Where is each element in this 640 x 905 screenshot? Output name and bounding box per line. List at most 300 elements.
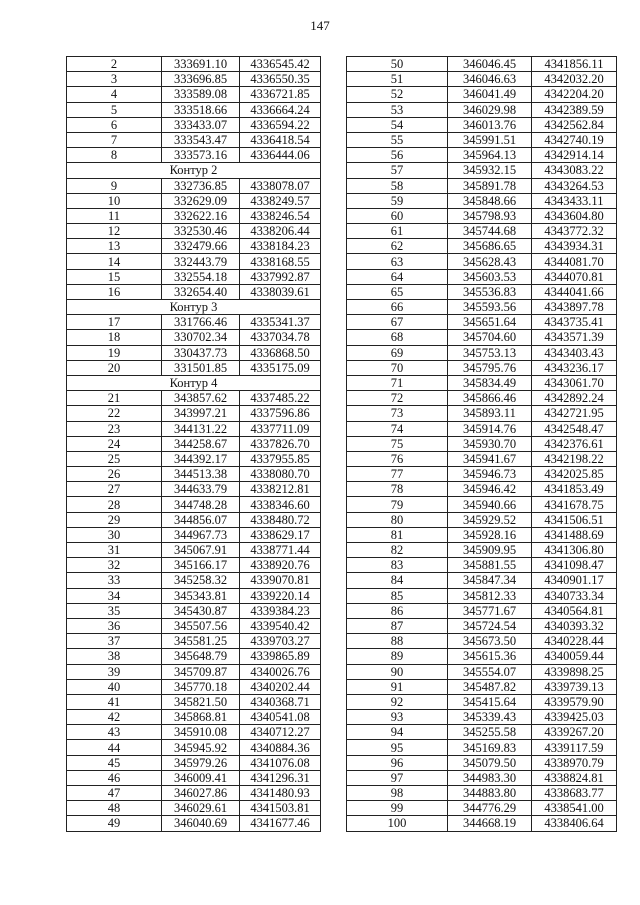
coordinate-x: 345166.17 [162, 558, 240, 573]
coordinate-y: 4343735.41 [532, 315, 617, 330]
point-number: 76 [347, 451, 448, 466]
table-row [347, 770, 617, 785]
point-number: 21 [67, 391, 162, 406]
coordinate-y: 4343236.17 [532, 360, 617, 375]
coordinate-y: 4338970.79 [532, 755, 617, 770]
coordinate-y: 4343264.53 [532, 178, 617, 193]
point-number: 2 [67, 57, 162, 72]
point-number: 96 [347, 755, 448, 770]
point-number: 70 [347, 360, 448, 375]
coordinate-y: 4336594.22 [240, 117, 321, 132]
point-number: 11 [67, 208, 162, 223]
point-number: 59 [347, 193, 448, 208]
contour-label: Контур 4 [67, 375, 321, 390]
coordinate-x: 345603.53 [448, 269, 532, 284]
coordinate-x: 345744.68 [448, 224, 532, 239]
coordinate-y: 4339220.14 [240, 588, 321, 603]
point-number: 7 [67, 132, 162, 147]
table-row [347, 72, 617, 87]
coordinate-x: 345866.46 [448, 391, 532, 406]
coordinate-x: 345343.81 [162, 588, 240, 603]
point-number: 32 [67, 558, 162, 573]
coordinate-y: 4342740.19 [532, 132, 617, 147]
table-row [347, 512, 617, 527]
coordinate-y: 4335341.37 [240, 315, 321, 330]
point-number: 8 [67, 148, 162, 163]
coordinate-y: 4336418.54 [240, 132, 321, 147]
coordinate-x: 345593.56 [448, 300, 532, 315]
point-number: 72 [347, 391, 448, 406]
table-row [67, 315, 321, 330]
point-number: 38 [67, 649, 162, 664]
table-row [67, 102, 321, 117]
coordinate-y: 4341076.08 [240, 755, 321, 770]
coordinate-y: 4340884.36 [240, 740, 321, 755]
coordinate-x: 345255.58 [448, 725, 532, 740]
coordinate-x: 346040.69 [162, 816, 240, 831]
point-number: 90 [347, 664, 448, 679]
coordinate-y: 4335175.09 [240, 360, 321, 375]
coordinate-x: 345709.87 [162, 664, 240, 679]
table-row [67, 816, 321, 831]
coordinate-y: 4341503.81 [240, 801, 321, 816]
coordinate-x: 333543.47 [162, 132, 240, 147]
coordinate-y: 4340712.27 [240, 725, 321, 740]
point-number: 5 [67, 102, 162, 117]
coordinate-x: 332629.09 [162, 193, 240, 208]
contour-label: Контур 3 [67, 300, 321, 315]
table-row [67, 269, 321, 284]
point-number: 87 [347, 618, 448, 633]
coordinate-y: 4337596.86 [240, 406, 321, 421]
point-number: 30 [67, 527, 162, 542]
coordinate-x: 345891.78 [448, 178, 532, 193]
coordinate-y: 4339739.13 [532, 679, 617, 694]
point-number: 31 [67, 543, 162, 558]
table-row [67, 239, 321, 254]
point-number: 56 [347, 148, 448, 163]
coordinate-y: 4336721.85 [240, 87, 321, 102]
coordinate-y: 4336545.42 [240, 57, 321, 72]
table-row [347, 649, 617, 664]
table-row [347, 694, 617, 709]
coordinate-y: 4340228.44 [532, 634, 617, 649]
coordinate-x: 346009.41 [162, 770, 240, 785]
coordinate-x: 343857.62 [162, 391, 240, 406]
coordinate-x: 345415.64 [448, 694, 532, 709]
coordinate-y: 4339579.90 [532, 694, 617, 709]
coordinate-x: 344883.80 [448, 786, 532, 801]
coordinate-y: 4338078.07 [240, 178, 321, 193]
point-number: 74 [347, 421, 448, 436]
table-row [67, 664, 321, 679]
coordinate-x: 345430.87 [162, 603, 240, 618]
table-row [347, 725, 617, 740]
coordinate-x: 345798.93 [448, 208, 532, 223]
coordinate-x: 330437.73 [162, 345, 240, 360]
table-row [67, 284, 321, 299]
table-row [67, 588, 321, 603]
table-row [347, 345, 617, 360]
coordinate-y: 4340059.44 [532, 649, 617, 664]
coordinate-y: 4339703.27 [240, 634, 321, 649]
point-number: 45 [67, 755, 162, 770]
table-row [67, 543, 321, 558]
coordinate-x: 345628.43 [448, 254, 532, 269]
coordinate-x: 344776.29 [448, 801, 532, 816]
coordinate-y: 4344081.70 [532, 254, 617, 269]
coordinate-x: 333589.08 [162, 87, 240, 102]
point-number: 85 [347, 588, 448, 603]
coordinate-x: 345881.55 [448, 558, 532, 573]
coordinate-y: 4339898.25 [532, 664, 617, 679]
table-row [347, 300, 617, 315]
coordinate-y: 4337992.87 [240, 269, 321, 284]
coordinate-x: 345910.08 [162, 725, 240, 740]
point-number: 16 [67, 284, 162, 299]
coordinate-x: 345067.91 [162, 543, 240, 558]
coordinate-y: 4342548.47 [532, 421, 617, 436]
coordinate-y: 4339117.59 [532, 740, 617, 755]
coordinate-x: 345651.64 [448, 315, 532, 330]
table-row [67, 573, 321, 588]
right-table-body [347, 57, 617, 832]
coordinate-x: 345928.16 [448, 527, 532, 542]
coordinate-y: 4343604.80 [532, 208, 617, 223]
point-number: 22 [67, 406, 162, 421]
coordinate-x: 344633.79 [162, 482, 240, 497]
point-number: 57 [347, 163, 448, 178]
coordinate-x: 346046.45 [448, 57, 532, 72]
coordinate-y: 4338206.44 [240, 224, 321, 239]
coordinate-y: 4344070.81 [532, 269, 617, 284]
table-row [347, 315, 617, 330]
coordinate-y: 4337711.09 [240, 421, 321, 436]
table-row [347, 573, 617, 588]
coordinate-x: 332554.18 [162, 269, 240, 284]
point-number: 26 [67, 467, 162, 482]
coordinate-x: 345909.95 [448, 543, 532, 558]
coordinate-y: 4342389.59 [532, 102, 617, 117]
table-row [347, 664, 617, 679]
table-row [67, 451, 321, 466]
coordinate-y: 4342562.84 [532, 117, 617, 132]
coordinate-y: 4342892.24 [532, 391, 617, 406]
point-number: 40 [67, 679, 162, 694]
coordinate-y: 4340733.34 [532, 588, 617, 603]
contour-header-row [67, 375, 321, 390]
coordinate-x: 345964.13 [448, 148, 532, 163]
coordinate-x: 333573.16 [162, 148, 240, 163]
table-row [67, 801, 321, 816]
point-number: 3 [67, 72, 162, 87]
point-number: 10 [67, 193, 162, 208]
coordinate-x: 331501.85 [162, 360, 240, 375]
coordinate-y: 4338246.54 [240, 208, 321, 223]
coordinate-x: 345941.67 [448, 451, 532, 466]
table-row [347, 87, 617, 102]
point-number: 52 [347, 87, 448, 102]
coordinate-x: 344856.07 [162, 512, 240, 527]
point-number: 19 [67, 345, 162, 360]
coordinate-y: 4340901.17 [532, 573, 617, 588]
coordinate-x: 345648.79 [162, 649, 240, 664]
point-number: 78 [347, 482, 448, 497]
table-row [347, 57, 617, 72]
coordinate-x: 332654.40 [162, 284, 240, 299]
coordinate-y: 4338406.64 [532, 816, 617, 831]
coordinates-table-right [346, 56, 617, 832]
coordinate-x: 333518.66 [162, 102, 240, 117]
coordinate-y: 4336550.35 [240, 72, 321, 87]
table-row [67, 117, 321, 132]
point-number: 18 [67, 330, 162, 345]
table-row [347, 588, 617, 603]
coordinate-x: 332479.66 [162, 239, 240, 254]
table-row [67, 132, 321, 147]
coordinate-x: 345615.36 [448, 649, 532, 664]
point-number: 82 [347, 543, 448, 558]
point-number: 99 [347, 801, 448, 816]
table-row [67, 421, 321, 436]
point-number: 9 [67, 178, 162, 193]
coordinate-x: 344131.22 [162, 421, 240, 436]
coordinate-x: 345946.73 [448, 467, 532, 482]
coordinate-x: 346027.86 [162, 786, 240, 801]
left-table-body [67, 57, 321, 832]
point-number: 50 [347, 57, 448, 72]
coordinate-x: 344392.17 [162, 451, 240, 466]
coordinate-x: 346046.63 [448, 72, 532, 87]
coordinate-x: 345834.49 [448, 375, 532, 390]
coordinate-x: 345581.25 [162, 634, 240, 649]
coordinate-x: 333696.85 [162, 72, 240, 87]
point-number: 39 [67, 664, 162, 679]
contour-header-row [67, 300, 321, 315]
coordinate-y: 4338249.57 [240, 193, 321, 208]
table-row [347, 816, 617, 831]
point-number: 24 [67, 436, 162, 451]
coordinate-x: 345554.07 [448, 664, 532, 679]
coordinate-x: 345868.81 [162, 710, 240, 725]
point-number: 34 [67, 588, 162, 603]
coordinate-y: 4337485.22 [240, 391, 321, 406]
table-row [347, 740, 617, 755]
coordinate-y: 4336444.06 [240, 148, 321, 163]
point-number: 33 [67, 573, 162, 588]
coordinate-y: 4343897.78 [532, 300, 617, 315]
point-number: 91 [347, 679, 448, 694]
coordinate-x: 345536.83 [448, 284, 532, 299]
coordinate-y: 4338629.17 [240, 527, 321, 542]
coordinate-y: 4340393.32 [532, 618, 617, 633]
coordinate-x: 345812.33 [448, 588, 532, 603]
table-row [347, 801, 617, 816]
point-number: 42 [67, 710, 162, 725]
coordinate-y: 4342204.20 [532, 87, 617, 102]
coordinate-x: 332443.79 [162, 254, 240, 269]
table-row [347, 193, 617, 208]
table-row [67, 345, 321, 360]
table-row [67, 634, 321, 649]
table-row [347, 421, 617, 436]
coordinate-y: 4339425.03 [532, 710, 617, 725]
coordinate-x: 345770.18 [162, 679, 240, 694]
point-number: 51 [347, 72, 448, 87]
table-row [67, 755, 321, 770]
point-number: 36 [67, 618, 162, 633]
point-number: 12 [67, 224, 162, 239]
table-row [347, 284, 617, 299]
coordinate-y: 4342032.20 [532, 72, 617, 87]
table-row [347, 603, 617, 618]
coordinate-y: 4343083.22 [532, 163, 617, 178]
point-number: 46 [67, 770, 162, 785]
table-row [347, 755, 617, 770]
coordinate-y: 4337955.85 [240, 451, 321, 466]
table-row [67, 482, 321, 497]
coordinate-y: 4338184.23 [240, 239, 321, 254]
coordinate-y: 4343934.31 [532, 239, 617, 254]
table-row [67, 649, 321, 664]
point-number: 44 [67, 740, 162, 755]
coordinate-y: 4341677.46 [240, 816, 321, 831]
table-row [347, 436, 617, 451]
coordinate-y: 4337826.70 [240, 436, 321, 451]
point-number: 71 [347, 375, 448, 390]
coordinate-y: 4337034.78 [240, 330, 321, 345]
coordinate-y: 4342198.22 [532, 451, 617, 466]
table-row [347, 178, 617, 193]
point-number: 41 [67, 694, 162, 709]
table-row [347, 224, 617, 239]
table-row [67, 770, 321, 785]
coordinate-y: 4343433.11 [532, 193, 617, 208]
point-number: 6 [67, 117, 162, 132]
coordinate-x: 345753.13 [448, 345, 532, 360]
point-number: 4 [67, 87, 162, 102]
point-number: 54 [347, 117, 448, 132]
point-number: 86 [347, 603, 448, 618]
coordinate-y: 4336868.50 [240, 345, 321, 360]
table-row [67, 87, 321, 102]
table-row [67, 786, 321, 801]
coordinate-y: 4341856.11 [532, 57, 617, 72]
table-row [67, 740, 321, 755]
point-number: 94 [347, 725, 448, 740]
coordinate-x: 345704.60 [448, 330, 532, 345]
coordinate-y: 4341853.49 [532, 482, 617, 497]
coordinate-x: 345893.11 [448, 406, 532, 421]
coordinate-x: 345991.51 [448, 132, 532, 147]
table-row [347, 634, 617, 649]
table-row [347, 102, 617, 117]
point-number: 95 [347, 740, 448, 755]
point-number: 15 [67, 269, 162, 284]
coordinate-y: 4341678.75 [532, 497, 617, 512]
table-row [347, 618, 617, 633]
point-number: 28 [67, 497, 162, 512]
coordinate-y: 4342914.14 [532, 148, 617, 163]
table-row [67, 178, 321, 193]
point-number: 92 [347, 694, 448, 709]
point-number: 69 [347, 345, 448, 360]
table-row [67, 497, 321, 512]
coordinate-x: 345821.50 [162, 694, 240, 709]
point-number: 67 [347, 315, 448, 330]
point-number: 66 [347, 300, 448, 315]
coordinate-y: 4341098.47 [532, 558, 617, 573]
coordinate-x: 332530.46 [162, 224, 240, 239]
coordinate-x: 345487.82 [448, 679, 532, 694]
coordinate-y: 4338541.00 [532, 801, 617, 816]
coordinate-y: 4338168.55 [240, 254, 321, 269]
coordinate-y: 4343772.32 [532, 224, 617, 239]
coordinate-y: 4341488.69 [532, 527, 617, 542]
table-row [347, 375, 617, 390]
coordinate-x: 345686.65 [448, 239, 532, 254]
point-number: 93 [347, 710, 448, 725]
coordinate-x: 330702.34 [162, 330, 240, 345]
coordinate-x: 333433.07 [162, 117, 240, 132]
coordinate-y: 4339070.81 [240, 573, 321, 588]
point-number: 61 [347, 224, 448, 239]
table-row [347, 679, 617, 694]
coordinate-x: 332622.16 [162, 208, 240, 223]
point-number: 27 [67, 482, 162, 497]
point-number: 48 [67, 801, 162, 816]
point-number: 20 [67, 360, 162, 375]
table-row [67, 57, 321, 72]
coordinate-x: 331766.46 [162, 315, 240, 330]
table-row [347, 391, 617, 406]
coordinate-x: 345771.67 [448, 603, 532, 618]
point-number: 25 [67, 451, 162, 466]
coordinate-y: 4338920.76 [240, 558, 321, 573]
table-row [67, 406, 321, 421]
table-row [67, 254, 321, 269]
table-row [347, 527, 617, 542]
coordinate-x: 344513.38 [162, 467, 240, 482]
point-number: 58 [347, 178, 448, 193]
point-number: 55 [347, 132, 448, 147]
table-row [67, 208, 321, 223]
coordinate-x: 345930.70 [448, 436, 532, 451]
table-row [347, 482, 617, 497]
coordinate-y: 4339540.42 [240, 618, 321, 633]
table-row [347, 467, 617, 482]
table-row [347, 330, 617, 345]
point-number: 64 [347, 269, 448, 284]
point-number: 29 [67, 512, 162, 527]
point-number: 89 [347, 649, 448, 664]
table-row [67, 467, 321, 482]
table-row [347, 451, 617, 466]
coordinate-y: 4339865.89 [240, 649, 321, 664]
table-row [347, 710, 617, 725]
coordinate-y: 4338039.61 [240, 284, 321, 299]
table-row [347, 254, 617, 269]
table-row [347, 148, 617, 163]
coordinate-y: 4342025.85 [532, 467, 617, 482]
coordinate-y: 4338346.60 [240, 497, 321, 512]
table-row [347, 786, 617, 801]
table-row [67, 603, 321, 618]
coordinate-x: 332736.85 [162, 178, 240, 193]
coordinate-y: 4340541.08 [240, 710, 321, 725]
coordinate-x: 345847.34 [448, 573, 532, 588]
table-row [67, 148, 321, 163]
